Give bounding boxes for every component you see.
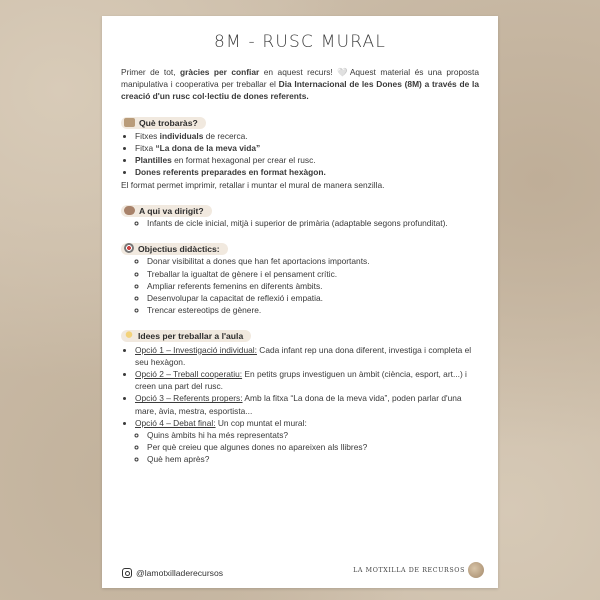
- list-item: • Opció 4 – Debat final: Un cop muntat el mural: ◦ Quins àmbits hi ha més representats? ◦ Per què creieu que algunes dones no apareixen als llibres? ◦ Què hem après?: [135, 417, 479, 466]
- list-item: ◦ Treballar la igualtat de gènere i el pensament crític.: [147, 268, 479, 280]
- section-note: El format permet imprimir, retallar i muntar el mural de manera senzilla.: [121, 179, 385, 190]
- brand-text: LA MOTXILLA DE RECURSOS: [353, 566, 465, 574]
- list: [121, 217, 479, 229]
- target-icon: [124, 243, 134, 253]
- list-item: ◦ Desenvolupar la capacitat de reflexió i empatia.: [147, 292, 479, 304]
- section-heading-text: Objectius didàctics:: [138, 244, 220, 255]
- heart-icon: 🤍: [337, 67, 350, 77]
- intro-text: Primer de tot,: [121, 67, 181, 77]
- section-heading: [121, 330, 251, 342]
- list: [121, 344, 479, 466]
- brand-logo: [353, 562, 484, 578]
- intro-text: Aquest material és una proposta manipulativa i cooperativa per treballar el: [121, 67, 479, 90]
- section-heading-text: A qui va dirigit?: [139, 205, 204, 216]
- section-dirigit: [121, 205, 479, 229]
- lightbulb-icon: [124, 331, 134, 340]
- list-item: ◦ Ampliar referents femenins en diferents àmbits.: [147, 280, 479, 292]
- document-page: [102, 16, 498, 588]
- list: [121, 255, 479, 316]
- intro-paragraph: [121, 66, 479, 103]
- list: [121, 130, 479, 179]
- intro-bold: Dia Internacional de les Dones (8M) a través de la creació d'un rusc col·lectiu de dones referents.: [121, 79, 479, 102]
- section-objectius: [121, 243, 479, 316]
- brand-mark-icon: [468, 562, 484, 578]
- page-title: 8M - RUSC MURAL: [213, 32, 387, 52]
- section-trobaras: [121, 117, 479, 191]
- section-heading: [121, 243, 228, 255]
- intro-bold: gràcies per confiar: [180, 67, 260, 77]
- list-item: ◦ Per què creieu que algunes dones no apareixen als llibres?: [147, 441, 479, 453]
- section-heading-text: Què trobaràs?: [139, 117, 198, 128]
- list-item: • Opció 2 – Treball cooperatiu: En petits grups investiguen un àmbit (ciència, esport, art...) i creen una part del rusc.: [135, 368, 479, 392]
- box-icon: [124, 118, 135, 127]
- section-idees: [121, 330, 479, 465]
- people-icon: [124, 206, 135, 215]
- instagram-icon: [122, 568, 132, 578]
- instagram-handle[interactable]: [122, 568, 223, 578]
- section-heading: [121, 205, 212, 217]
- list-item: • Dones referents preparades en format hexàgon.: [135, 166, 479, 178]
- list-item: • Fitxa “La dona de la meva vida”: [135, 142, 479, 154]
- list-item: • Fitxes individuals de recerca.: [135, 130, 479, 142]
- list-item: ◦ Quins àmbits hi ha més representats?: [147, 429, 479, 441]
- intro-text: en aquest recurs!: [259, 67, 338, 77]
- section-heading-text: Idees per treballar a l'aula: [138, 331, 244, 342]
- list-item: • Opció 3 – Referents propers: Amb la fitxa “La dona de la meva vida”, poden parlar d'una mare, àvia, mestra, esportista...: [135, 392, 479, 416]
- sub-list: [135, 429, 479, 466]
- list-item: • Plantilles en format hexagonal per crear el rusc.: [135, 154, 479, 166]
- list-item: • Opció 1 – Investigació individual: Cada infant rep una dona diferent, investiga i completa el seu hexàgon.: [135, 344, 479, 368]
- list-item: ◦ Què hem après?: [147, 453, 479, 465]
- instagram-text: @lamotxilladerecursos: [136, 568, 224, 578]
- list-item: ◦ Trencar estereotips de gènere.: [147, 304, 479, 316]
- list-item: ◦ Infants de cicle inicial, mitjà i superior de primària (adaptable segons profunditat).: [147, 217, 479, 229]
- list-item: ◦ Donar visibilitat a dones que han fet aportacions importants.: [147, 255, 479, 267]
- page-content: [121, 66, 479, 466]
- section-heading: [121, 117, 206, 129]
